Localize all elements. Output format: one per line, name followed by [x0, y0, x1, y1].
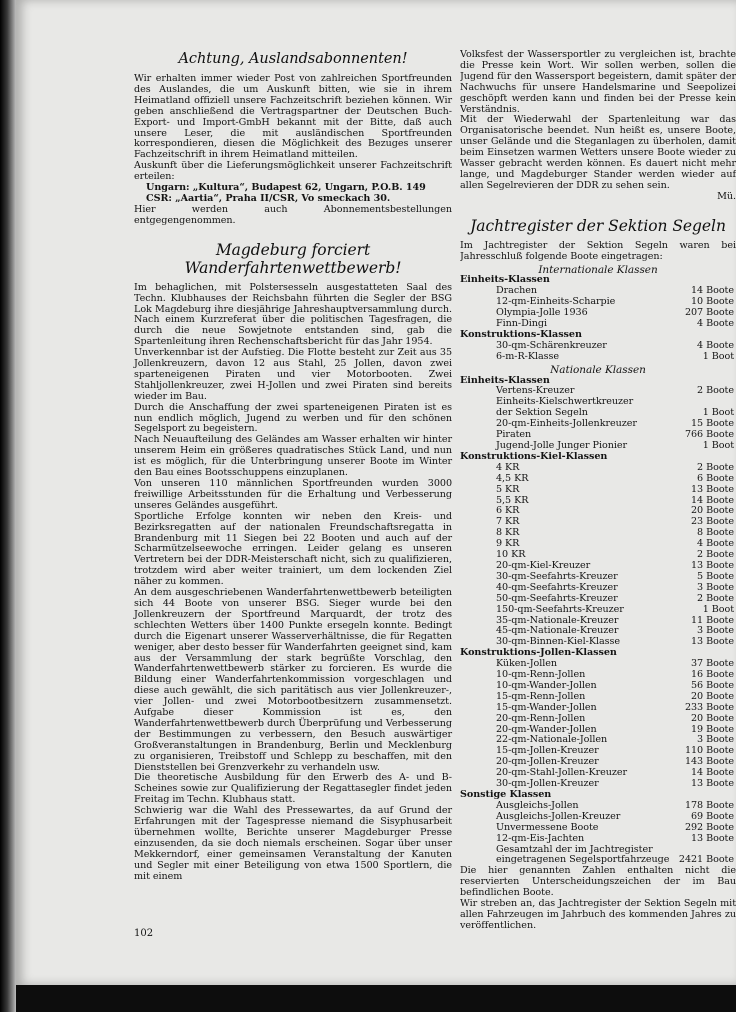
boat-count: 4 Boote [697, 339, 734, 351]
boat-class-name: Olympia-Jolle 1936 [496, 307, 588, 319]
boat-count: 15 Boote [691, 418, 734, 430]
register-class-heading: Internationale Klassen [538, 263, 658, 276]
boat-class-name: 15-qm-Wander-Jollen [496, 701, 597, 713]
boat-count: 207 Boote [684, 307, 734, 319]
register-row [460, 594, 736, 605]
magazine-page [16, 0, 736, 985]
boat-class-name: 6-m-R-Klasse [496, 350, 560, 362]
paragraph: Wir streben an, das Jachtregister der Sektion Segeln mit allen Fahrzeugen im Jahrbuch des kommenden Jahres zu veröffentlichen. [460, 898, 736, 931]
paragraph: Im behaglichen, mit Polstersesseln ausgestatteten Saal des Techn. Klubhauses der Reichsbahn führten die Segler der BSG Lok Magdeburg ihre diesjährige Jahreshauptversammlung durch. Nach einem Kurzreferat über die politischen Tagesfragen, die durch die neue Sowjetnote entstanden sind, gab die Spartenleitung ihren Rechenschaftsbericht für das Jahr 1954. [134, 281, 452, 348]
boat-class-name: 20-qm-Kiel-Kreuzer [496, 559, 591, 571]
boat-class-name: 15-qm-Jollen-Kreuzer [496, 745, 599, 757]
register-row [460, 834, 736, 845]
boat-class-name: 20-qm-Renn-Jollen [496, 712, 586, 724]
boat-class-name: 30-qm-Seefahrts-Kreuzer [496, 570, 618, 582]
yacht-register-list [460, 265, 736, 867]
register-group-heading: Einheits-Klassen [460, 374, 550, 386]
boat-class-name: Ausgleichs-Jollen [496, 799, 579, 811]
boat-count: 14 Boote [691, 767, 734, 779]
paragraph: Schwierig war die Wahl des Pressewartes, da auf Grund der Erfahrungen mit der Tagespresse niemand die Sisyphusarbeit übernehmen wollte, Berichte unserer Magdeburger Presse einzusenden, da sie doch niemals erscheinen. Sogar über unser Mekkerndorf, einer gemeinsamen Veranstaltung der Kanuten und Segler mit einer Beteiligung von etwa 1500 Sportlern, die mit einem [134, 805, 452, 882]
boat-class-name: 12-qm-Einheits-Scharpie [496, 296, 616, 308]
boat-class-name: Unvermessene Boote [496, 821, 599, 833]
boat-count: 13 Boote [691, 483, 734, 495]
boat-count: 178 Boote [684, 799, 734, 811]
boat-class-name: 50-qm-Seefahrts-Kreuzer [496, 592, 618, 604]
register-row [460, 474, 736, 485]
boat-count: 8 Boote [697, 527, 734, 539]
boat-class-name: Gesamtzahl der im Jachtregister [496, 843, 653, 855]
boat-count: 23 Boote [691, 516, 734, 528]
boat-class-name: 7 KR [496, 516, 520, 528]
boat-class-name: Piraten [496, 429, 532, 441]
register-group-heading: Sonstige Klassen [460, 789, 552, 800]
boat-class-name: 4 KR [496, 461, 520, 473]
boat-count: 56 Boote [691, 679, 734, 691]
boat-class-name: Ausgleichs-Jollen-Kreuzer [496, 810, 621, 822]
paragraph: An dem ausgeschriebenen Wanderfahrtenwettbewerb beteiligten sich 44 Boote von unserer BSG. Sieger wurde bei den Jollenkreuzern der Sportfreund Marquardt, der trotz des schlechten Wetters über 1400 Punkte ersegeln konnte. Bedingt durch die Eigenart unserer Wasserverhältnisse, die für Regatten weniger, aber desto besser für Wanderfahrten geeignet sind, kam aus der Versammlung der stark begrüßte Vorschlag, den Wanderfahrtenwettbewerb stärker zu forcieren. Es wurde die Bildung einer Wanderfahrtenkommission vorgeschlagen und diese auch gewählt, die sich paritätisch aus vier Jollenkreuzer-, vier Jollen- und zwei Motorbootbesitzern zusammensetzt. Aufgabe dieser Kommission ist es, den Wanderfahrtenwettbewerb durch Überprüfung und Verbesserung der Bestimmungen zu verbessern, den Besuch auswärtiger Großveranstaltungen in Brandenburg, Berlin und Mecklenburg zu organisieren, Treibstoff und Schlepp zu beschaffen, mit den Dienststellen bei Grenzverkehr zu verhandeln usw. [134, 587, 452, 773]
author-signature: Mü. [717, 190, 736, 202]
boat-count: 13 Boote [691, 559, 734, 571]
boat-class-name: 15-qm-Renn-Jollen [496, 690, 586, 702]
boat-count: 20 Boote [691, 690, 734, 702]
paragraph: Wir erhalten immer wieder Post von zahlreichen Sportfreunden des Auslandes, die um Auskunft bitten, wie sie in ihrem Heimatland offiziell unsere Fachzeitschrift beziehen können. Wir geben anschließend die Vertragspartner der Deutschen Buch-Export- und Import-GmbH bekannt mit der Bitte, daß auch unsere Leser, die mit ausländischen Sportfreunden korrespondieren, diesen die Möglichkeit des Bezuges unserer Fachzeitschrift in ihrem Heimatland mitteilen. [134, 73, 452, 161]
boat-count: 143 Boote [684, 756, 734, 768]
boat-class-name: 10-qm-Wander-Jollen [496, 679, 597, 691]
boat-class-name: 10 KR [496, 549, 526, 561]
boat-count: 20 Boote [691, 505, 734, 517]
boat-class-name: Vertens-Kreuzer [496, 385, 575, 397]
register-row [460, 605, 736, 616]
boat-count: 4 Boote [697, 318, 734, 330]
boat-class-name: 30-qm-Jollen-Kreuzer [496, 778, 599, 790]
boat-count: 14 Boote [691, 494, 734, 506]
boat-class-name: 20-qm-Wander-Jollen [496, 723, 597, 735]
register-row [460, 714, 736, 725]
boat-count: 2421 Boote [678, 854, 734, 866]
boat-count: 13 Boote [691, 636, 734, 648]
boat-count: 1 Boot [702, 350, 734, 362]
boat-class-name: Einheits-Kielschwertkreuzer [496, 396, 634, 408]
book-binding [0, 0, 16, 1012]
address-csr: CSR: „Aartia“, Praha II/CSR, Vo smeckach 30. [146, 192, 391, 204]
boat-class-name: 8 KR [496, 527, 520, 539]
boat-count: 1 Boot [702, 407, 734, 419]
register-row [460, 823, 736, 834]
boat-count: 13 Boote [691, 778, 734, 790]
boat-count: 11 Boote [691, 614, 734, 626]
boat-class-name: 6 KR [496, 505, 520, 517]
paragraph: Von unseren 110 männlichen Sportfreunden wurden 3000 freiwillige Arbeitsstunden für die Erhaltung und Verbesserung unseres Geländes ausgeführt. [134, 478, 452, 511]
left-column [134, 50, 452, 883]
boat-count: 2 Boote [697, 461, 734, 473]
boat-count: 2 Boote [697, 549, 734, 561]
paragraph: Auskunft über die Lieferungsmöglichkeit unserer Fachzeitschrift erteilen: [134, 160, 452, 183]
heading-foreign-subscribers: Achtung, Auslandsabonnenten! [178, 51, 408, 67]
paragraph: Volksfest der Wassersportler zu vergleichen ist, brachte die Presse kein Wort. Wir sollen werben, sollen die Jugend für den Wassersport begeistern, damit später der Nachwuchs für unsere Handelsmarine und Seepolizei geschöpft werden kann und finden bei der Presse kein Verständnis. [460, 50, 736, 115]
boat-count: 13 Boote [691, 832, 734, 844]
boat-count: 3 Boote [697, 625, 734, 637]
article-body [134, 283, 452, 883]
heading-yacht-register: Jachtregister der Sektion Segeln [470, 216, 726, 235]
boat-class-name: 9 KR [496, 538, 520, 550]
register-group-heading: Konstruktions-Kiel-Klassen [460, 450, 608, 462]
boat-count: 10 Boote [691, 296, 734, 308]
boat-count: 14 Boote [691, 285, 734, 297]
boat-class-name: Drachen [496, 285, 538, 297]
register-group-heading: Konstruktions-Klassen [460, 328, 582, 340]
page-number: 102 [134, 928, 154, 939]
boat-count: 1 Boot [702, 603, 734, 615]
register-row [460, 485, 736, 496]
boat-class-name: 5 KR [496, 483, 520, 495]
boat-class-name: 35-qm-Nationale-Kreuzer [496, 614, 619, 626]
boat-class-name: Jugend-Jolle Junger Pionier [496, 440, 628, 451]
boat-count: 16 Boote [691, 669, 734, 681]
boat-count: 3 Boote [697, 581, 734, 593]
boat-count: 37 Boote [691, 658, 734, 670]
boat-count: 20 Boote [691, 712, 734, 724]
address-hungary: Ungarn: „Kultura“, Budapest 62, Ungarn, P.O.B. 149 [146, 182, 426, 194]
paragraph: Sportliche Erfolge konnten wir neben den Kreis- und Bezirksregatten auf der nationalen Freundschaftsregatta in Brandenburg mit 11 Siegen bei 22 Booten und auch auf der Scharmützelseewoche erringen. Leider gelang es unseren Vertretern bei der DDR-Meisterschaft nicht, sich zu qualifizieren, trotzdem wird aber weiter trainiert, um dem lockenden Ziel näher zu kommen. [134, 510, 452, 588]
boat-class-name: Finn-Dingi [496, 318, 547, 330]
paragraph: Unverkennbar ist der Aufstieg. Die Flotte besteht zur Zeit aus 35 Jollenkreuzern, davon 12 aus Stahl, 25 Jollen, davon zwei sparteneigenen Piraten und vier Motorbooten. Zwei Stahljollenkreuzer, zwei H-Jollen und zwei Piraten sind bereits wieder im Bau. [134, 347, 452, 402]
boat-class-name: 20-qm-Stahl-Jollen-Kreuzer [496, 767, 628, 779]
paragraph: Durch die Anschaffung der zwei sparteneigenen Piraten ist es nun endlich möglich, Jugend zu werben und für den schönen Segelsport zu begeistern. [134, 401, 452, 435]
boat-count: 19 Boote [691, 723, 734, 735]
boat-class-name: Küken-Jollen [496, 658, 558, 670]
paragraph: Die hier genannten Zahlen enthalten nicht die reservierten Unterscheidungszeichen der im Bau befindlichen Boote. [460, 865, 736, 899]
boat-class-name: 150-qm-Seefahrts-Kreuzer [496, 603, 624, 615]
boat-count: 766 Boote [684, 429, 734, 441]
boat-class-name: 10-qm-Renn-Jollen [496, 669, 586, 681]
boat-count: 6 Boote [697, 472, 734, 484]
boat-count: 233 Boote [684, 701, 734, 713]
boat-class-name: eingetragenen Segelsportfahrzeuge [496, 854, 670, 866]
paragraph: Im Jachtregister der Sektion Segeln waren bei Jahresschluß folgende Boote eingetragen: [460, 239, 736, 262]
boat-count: 2 Boote [697, 385, 734, 397]
boat-count: 4 Boote [697, 538, 734, 550]
boat-count: 2 Boote [697, 592, 734, 604]
heading-magdeburg: Magdeburg forciert Wanderfahrtenwettbewerb! [184, 240, 402, 277]
register-group-heading: Einheits-Klassen [460, 274, 550, 286]
boat-class-name: 20-qm-Jollen-Kreuzer [496, 756, 599, 768]
paragraph: Hier werden auch Abonnementsbestellungen entgegengenommen. [134, 203, 452, 226]
boat-count: 69 Boote [691, 810, 734, 822]
boat-class-name: 4,5 KR [496, 472, 529, 484]
boat-class-name: 40-qm-Seefahrts-Kreuzer [496, 581, 618, 593]
boat-count: 110 Boote [684, 745, 734, 757]
right-column [460, 50, 736, 932]
boat-class-name: 5,5 KR [496, 494, 529, 506]
paragraph: Mit der Wiederwahl der Spartenleitung war das Organisatorische beendet. Nun heißt es, unsere Boote, unser Gelände und die Steganlagen zu überholen, damit beim Einsetzen warmen Wetters unsere Boote wieder zu Wasser gebracht werden können. Es dauert nicht mehr lange, und Magdeburger Stander werden wieder auf allen Segelrevieren der DDR zu sehen sein. [460, 114, 736, 191]
paragraph: Die theoretische Ausbildung für den Erwerb des A- und B-Scheines sowie zur Qualifizierung der Regattasegler findet jeden Freitag im Techn. Klubhaus statt. [134, 772, 452, 806]
boat-class-name: der Sektion Segeln [496, 407, 588, 419]
register-group-heading: Konstruktions-Jollen-Klassen [460, 647, 617, 659]
register-row [460, 352, 736, 363]
boat-count: 1 Boot [702, 440, 734, 451]
boat-count: 292 Boote [684, 821, 734, 833]
boat-class-name: 22-qm-Nationale-Jollen [496, 734, 608, 746]
boat-class-name: 30-qm-Schärenkreuzer [496, 339, 607, 351]
boat-class-name: 30-qm-Binnen-Kiel-Klasse [496, 636, 621, 648]
boat-class-name: 45-qm-Nationale-Kreuzer [496, 625, 619, 637]
boat-count: 3 Boote [697, 734, 734, 746]
register-class-heading: Nationale Klassen [550, 363, 646, 376]
boat-class-name: 12-qm-Eis-Jachten [496, 832, 585, 844]
paragraph: Nach Neuaufteilung des Geländes am Wasser erhalten wir hinter unserem Heim ein größeres quadratisches Stück Land, und nun ist es möglich, für die Unterbringung unserer Boote im Winter den Bau eines Bootsschuppens einzuplanen. [134, 434, 452, 479]
boat-class-name: 20-qm-Einheits-Jollenkreuzer [496, 418, 637, 430]
boat-count: 5 Boote [697, 570, 734, 582]
